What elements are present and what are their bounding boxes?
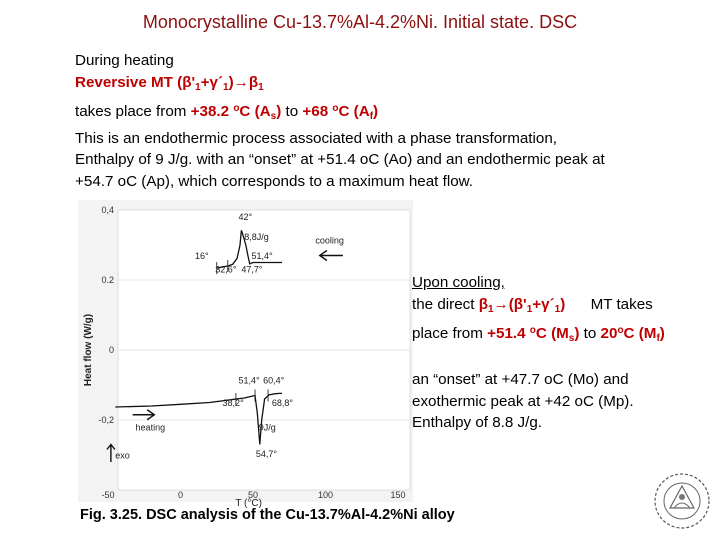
- intro-line-1: During heating: [75, 52, 174, 69]
- cooling-line-2: the direct $\beta_1\to(\beta'_1+\gamma´_1)$ MT takes: [412, 295, 653, 315]
- university-seal-logo: [652, 470, 712, 532]
- x-tick-label: 0: [177, 490, 184, 500]
- y-tick-label: -0,2: [98, 415, 114, 425]
- annotation-label: 60,4°: [263, 375, 285, 386]
- x-tick-label: 150: [390, 490, 406, 500]
- annotation-label: heating: [135, 422, 166, 433]
- annotation-label: 42°: [238, 211, 253, 222]
- x-tick-label: 100: [317, 490, 334, 500]
- intro-line-3: takes place from +38.2 $^o$C $(A_s)$ to +68 $^o$C $(A_f)$: [75, 103, 379, 122]
- annotation-label: 68,8°: [271, 398, 293, 408]
- cooling-line-1: Upon cooling,: [412, 274, 505, 291]
- y-tick-label: 0,4: [101, 205, 114, 215]
- annotation-label: 47,7°: [241, 264, 263, 275]
- intro-text: [75, 50, 715, 192]
- cooling-line-4: an “onset” at +47.7 oC (Mo) and: [412, 371, 629, 388]
- x-tick-label: -50: [101, 490, 115, 500]
- x-axis-label: T (°C): [235, 498, 262, 509]
- cooling-line-6: Enthalpy of 8.8 J/g.: [412, 414, 543, 431]
- annotation-label: exo: [115, 450, 130, 461]
- intro-line-4: This is an endothermic process associated with a phase transformation,: [75, 129, 558, 147]
- annotation-label: 51,4°: [251, 251, 273, 261]
- cooling-details: [412, 369, 634, 434]
- intro-line-5: Enthalpy of 9 J/g. with an “onset” at +51.4 oC (Ao) and an endothermic peak at: [75, 151, 605, 168]
- annotation-label: 54,7°: [255, 448, 278, 459]
- annotation-label: cooling: [315, 235, 344, 246]
- slide-title: Monocrystalline Cu-13.7%Al-4.2%Ni. Initial state. DSC: [142, 12, 578, 32]
- dsc-chart: [78, 200, 413, 509]
- y-tick-label: 0: [108, 345, 114, 355]
- cooling-line-3: place from +51.4 $^o$C $(M_s)$ to 20$^o$C $(M_f)$: [412, 325, 665, 344]
- annotation-label: 32,6°: [215, 264, 237, 275]
- figure-caption: Fig. 3.25. DSC analysis of the Cu-13.7%Al-4.2%Ni alloy: [80, 507, 455, 523]
- intro-line-2: Reversive MT $(\beta'_1+\gamma´_1)\to\beta_1$: [75, 73, 264, 93]
- intro-line-6: +54.7 oC (Ap), which corresponds to a maximum heat flow.: [75, 172, 474, 190]
- y-axis-label: Heat flow (W/g): [83, 313, 94, 387]
- annotation-label: 51,4°: [238, 375, 260, 386]
- x-tick-label: 50: [247, 490, 259, 500]
- annotation-label: 38,2°: [222, 398, 244, 408]
- annotation-label: 16°: [195, 251, 209, 261]
- annotation-label: 9J/g: [258, 422, 276, 433]
- annotation-label: 8,8J/g: [244, 231, 269, 242]
- cooling-description: [412, 272, 665, 350]
- y-tick-label: 0.2: [101, 275, 114, 285]
- cooling-line-5: exothermic peak at +42 oC (Mp).: [412, 392, 634, 410]
